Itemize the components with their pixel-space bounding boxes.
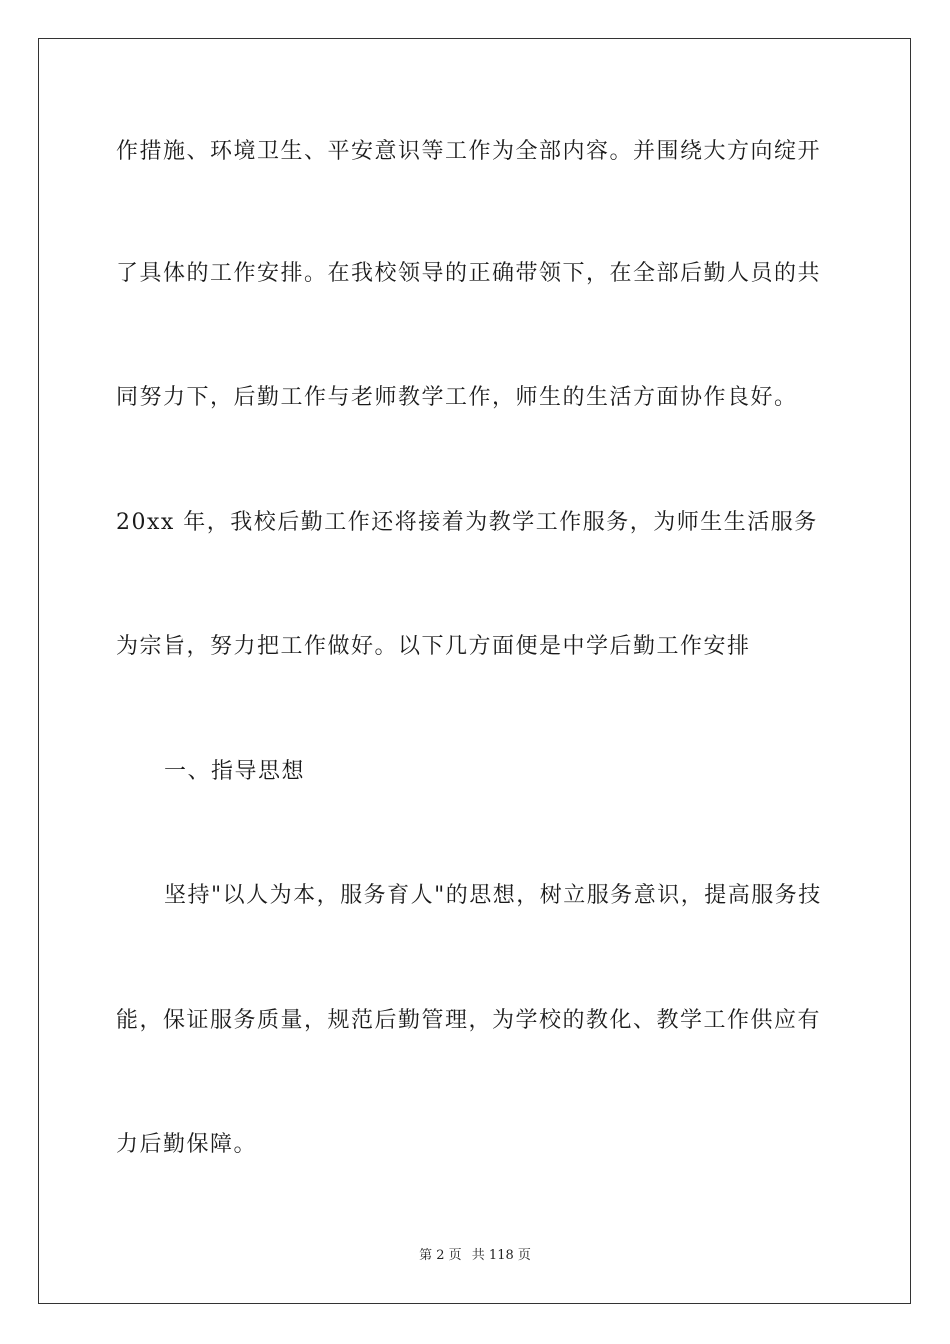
body-text-line: 20xx 年，我校后勤工作还将接着为教学工作服务，为师生生活服务: [116, 510, 818, 535]
body-text-line: 能，保证服务质量，规范后勤管理，为学校的教化、教学工作供应有: [116, 1008, 822, 1033]
body-text-line: 坚持"以人为本，服务育人"的思想，树立服务意识，提高服务技: [164, 883, 822, 908]
body-text-line: 了具体的工作安排。在我校领导的正确带领下，在全部后勤人员的共: [116, 261, 822, 286]
body-text-line: 同努力下，后勤工作与老师教学工作，师生的生活方面协作良好。: [116, 385, 798, 410]
page-footer: [0, 1247, 950, 1265]
page-border: [38, 38, 911, 1304]
section-heading: 一、指导思想: [164, 759, 306, 784]
page-number: 第 2 页: [419, 1248, 462, 1263]
body-text-line: 作措施、环境卫生、平安意识等工作为全部内容。并围绕大方向绽开: [116, 139, 822, 164]
body-text-line: 为宗旨，努力把工作做好。以下几方面便是中学后勤工作安排: [116, 634, 751, 659]
body-text-line: 力后勤保障。: [116, 1132, 258, 1157]
page-total: 共 118 页: [471, 1248, 531, 1263]
